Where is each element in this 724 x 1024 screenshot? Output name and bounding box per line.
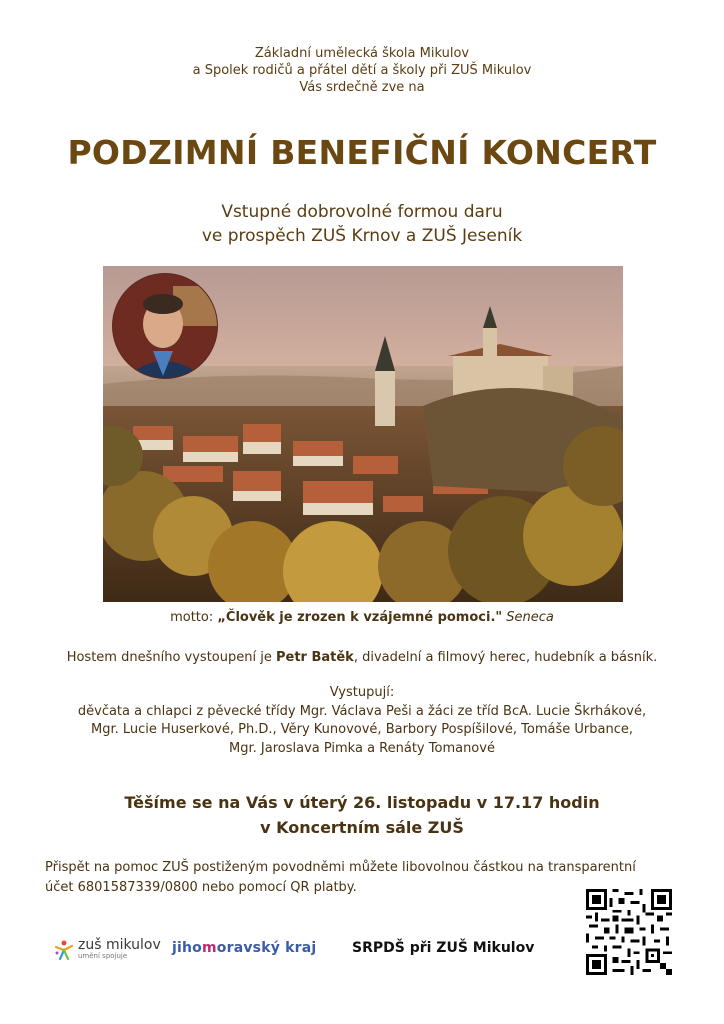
host-intro: Hostem dnešního vystoupení je — [66, 650, 276, 665]
performers-line-2: Mgr. Lucie Huserkové, Ph.D., Věry Kunovové, Barbory Pospíšilové, Tomáše Urbance, — [90, 722, 633, 737]
jmk-logo-part-1: jiho — [172, 940, 202, 956]
event-details — [0, 790, 724, 840]
event-venue: v Koncertním sále ZUŠ — [260, 818, 464, 837]
motto-quote: „Člověk je zrozen k vzájemné pomoci." — [217, 610, 503, 625]
town-panorama-image — [103, 266, 623, 602]
admission-line-1: Vstupné dobrovolné formou daru — [221, 202, 503, 222]
host-info — [0, 650, 724, 665]
admission-line-2: ve prospěch ZUŠ Krnov a ZUŠ Jeseník — [201, 226, 523, 246]
event-date-time: Těšíme se na Vás v úterý 26. listopadu v 17.17 hodin — [124, 793, 600, 812]
jmk-logo-m: m — [201, 940, 217, 956]
zus-mikulov-logo — [54, 938, 161, 961]
town-photo — [103, 266, 623, 602]
donation-line-2: účet 6801587339/0800 nebo pomocí QR platby. — [45, 880, 357, 895]
zus-logo-tagline: umění spojuje — [78, 952, 128, 960]
srpds-logo: SRPDŠ při ZUŠ Mikulov — [352, 940, 535, 956]
qr-code-icon — [586, 889, 672, 975]
jihomoravsky-kraj-logo — [172, 940, 316, 956]
qr-payment-code — [586, 889, 672, 975]
performers — [0, 684, 724, 758]
jmk-logo-part-2: oravský kraj — [216, 940, 317, 956]
school-name: Základní umělecká škola Mikulov — [254, 46, 470, 61]
zus-logo-name: zuš mikulov — [78, 937, 161, 953]
donation-line-1: Přispět na pomoc ZUŠ postiženým povodněmi můžete libovolnou částkou na transparentní — [45, 860, 636, 875]
host-description: , divadelní a filmový herec, hudebník a básník. — [353, 650, 658, 665]
motto-author: Seneca — [506, 610, 554, 625]
invitation-header — [0, 45, 724, 96]
motto-prefix: motto: — [170, 610, 218, 625]
performers-line-1: děvčata a chlapci z pěvecké třídy Mgr. Václava Peši a žáci ze tříd BcA. Lucie Škrhákové, — [77, 703, 647, 719]
admission-info — [0, 200, 724, 248]
host-name: Petr Batěk — [275, 650, 354, 665]
motto — [0, 610, 724, 625]
performers-line-3: Mgr. Jaroslava Pimka a Renáty Tomanové — [229, 740, 495, 756]
page-title: PODZIMNÍ BENEFIČNÍ KONCERT — [67, 133, 657, 172]
colorful-figure-icon — [54, 939, 74, 961]
association-name: a Spolek rodičů a přátel dětí a školy při ZUŠ Mikulov — [192, 63, 532, 78]
invitation-line: Vás srdečně zve na — [299, 80, 425, 95]
performers-heading: Vystupují: — [329, 685, 395, 700]
